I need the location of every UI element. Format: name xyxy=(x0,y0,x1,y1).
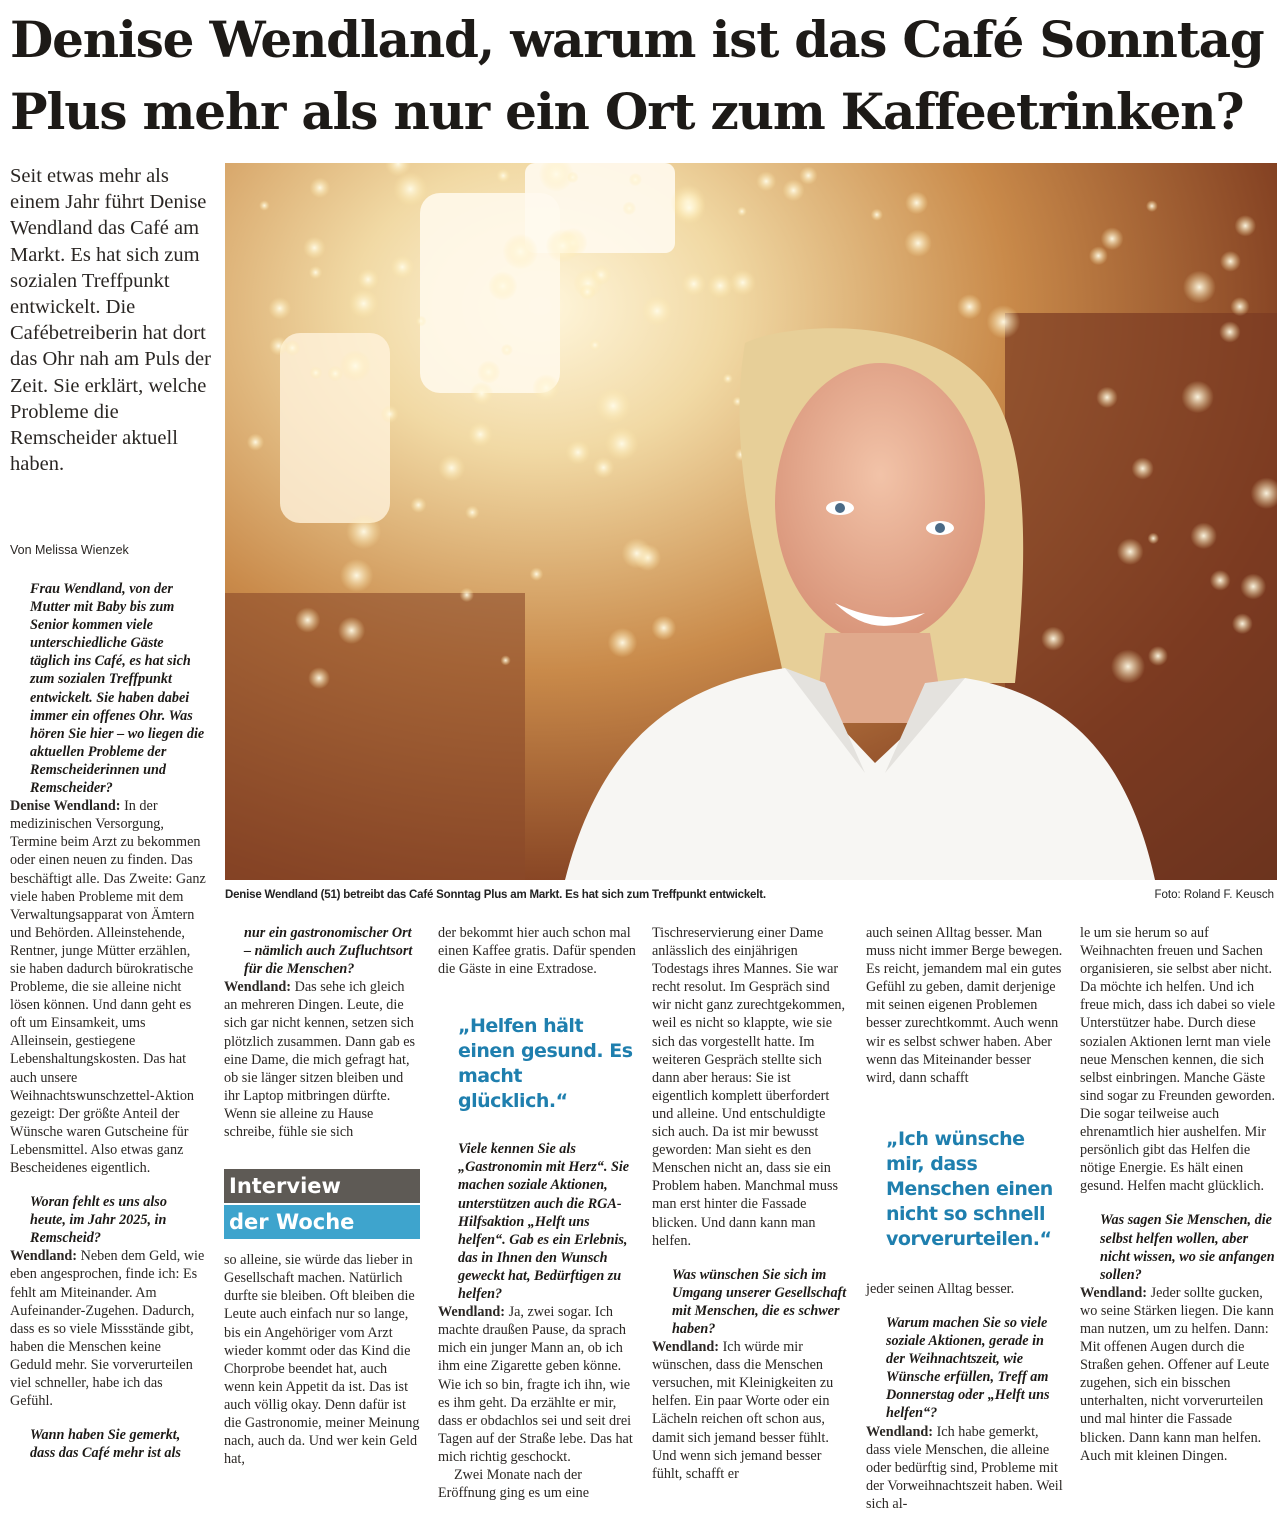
bokeh-light xyxy=(595,388,631,424)
bokeh-light xyxy=(468,422,493,447)
bokeh-light xyxy=(309,366,322,379)
answer-text: Das sehe ich gleich an mehreren Dingen. Leute, die sich gar nicht kennen, setzen sich plötzlich zusammen. Dann gab es eine Dame, die mich gefragt hat, ob sie länger sitzen bleiben und ihr Laptop mitbringen dürfte. Wenn sie alleine zu Hause schreibe, fühle sie sich xyxy=(224,979,416,1141)
pull-quote: „Ich wünsche mir, dass Menschen einen nicht so schnell vorverurteilen.“ xyxy=(886,1127,1053,1250)
answer-text: Neben dem Geld, wie eben angesprochen, finde ich: Es fehlt am Miteinander. Am Aufeinander-Zugehen. Dadurch, dass es so viele Missstände gibt, haben die Menschen keine Geduld mehr. Sie vorverurteilen viel schneller, habe ich das Gefühl. xyxy=(10,1248,205,1410)
bokeh-light xyxy=(465,505,479,519)
interview-answer xyxy=(438,1303,636,1466)
bokeh-light xyxy=(1041,627,1065,651)
bokeh-light xyxy=(1210,570,1231,591)
bokeh-light xyxy=(1089,246,1108,265)
bokeh-light xyxy=(1232,613,1253,634)
bokeh-light xyxy=(295,607,320,632)
speaker-name: Wendland: xyxy=(866,1423,934,1440)
bokeh-light xyxy=(438,454,465,481)
bokeh-light xyxy=(477,360,500,383)
interview-answer xyxy=(866,1423,1063,1513)
bokeh-light xyxy=(1183,271,1216,304)
bokeh-light xyxy=(1111,649,1145,683)
bokeh-light xyxy=(622,538,652,568)
bokeh-light xyxy=(309,266,322,279)
bokeh-light xyxy=(357,269,379,291)
bokeh-light xyxy=(530,567,544,581)
bokeh-light xyxy=(1132,457,1154,479)
bokeh-light xyxy=(501,344,513,356)
bokeh-light xyxy=(1219,321,1240,342)
bokeh-light xyxy=(723,374,733,384)
spacer xyxy=(10,1410,206,1426)
spacer xyxy=(866,1298,1063,1314)
bokeh-light xyxy=(707,273,733,299)
bokeh-light xyxy=(673,191,706,224)
interview-question: Frau Wendland, von der Mutter mit Baby bis zum Senior kommen viele unterschiedliche Gäste täglich ins Café, es hat sich zum sozialen Treffpunkt entwickelt. Sie haben dabei immer ein offenes Ohr. Was hören Sie hier – wo liegen die aktuellen Probleme der Remscheiderinnen und Remscheider? xyxy=(30,581,205,797)
interview-answer xyxy=(652,1338,850,1483)
bokeh-light xyxy=(987,305,1021,339)
intro-teaser: Seit etwas mehr als einem Jahr führt Denise Wendland das Café am Markt. Es hat sich zum sozialen Treffpunkt entwickelt. Die Cafébetreiberin hat dort das Ohr nah am Puls der Zeit. Sie erklärt, welche Probleme die Remscheider aktuell haben. xyxy=(10,165,211,476)
bokeh-light xyxy=(338,617,365,644)
bokeh-light xyxy=(460,588,474,602)
bokeh-light xyxy=(340,350,371,381)
portrait-photo xyxy=(225,163,1277,880)
bokeh-light xyxy=(629,173,642,186)
bokeh-light xyxy=(532,374,559,401)
interview-answer xyxy=(10,1247,206,1410)
bokeh-light xyxy=(593,457,614,478)
interview-question: Viele kennen Sie als „Gastronomin mit Herz“. Sie machen soziale Aktionen, unterstützen auch die RGA-Hilfsaktion „Helft uns helfen“. Gab es ein Erlebnis, das in Ihnen den Wunsch geweckt hat, Bedürftigen zu helfen? xyxy=(458,1141,630,1303)
bokeh-light xyxy=(737,206,747,216)
interview-question: nur ein gastronomischer Ort – nämlich auch Zufluchtsort für die Menschen? xyxy=(244,925,413,978)
bokeh-light xyxy=(340,559,373,592)
bokeh-light xyxy=(503,234,539,270)
interview-answer xyxy=(1080,1284,1276,1465)
bokeh-light xyxy=(390,255,414,279)
bokeh-light xyxy=(416,316,427,327)
interview-question: Woran fehlt es uns also heute, im Jahr 2025, in Remscheid? xyxy=(30,1194,167,1247)
answer-paragraph: der bekommt hier auch schon mal einen Kaffee gratis. Dafür spenden die Gäste in eine Extradose. xyxy=(438,925,636,978)
interview-question: Warum machen Sie so viele soziale Aktionen, gerade in der Weihnachtszeit, wie Wünsche erfüllen, Treff am Donnerstag oder „Helft uns helfen“? xyxy=(886,1314,1050,1422)
answer-paragraph: le um sie herum so auf Weihnachten freuen und Sachen organisieren, sie selbst aber nicht. Da möchte ich helfen. Und ich freue mich, dass ich dabei so viele Unterstützer habe. Durch diese sozialen Aktionen lernt man viele neue Menschen kennen, die sich selbst einbringen. Manche Gäste sind sogar zu Freunden geworden. Die sogar teilweise auch ehrenamtlich hier aushelfen. Mir persönlich gibt das Helfen die nötige Energie. Es hält einen gesund. Helfen macht glücklich. xyxy=(1080,925,1276,1195)
bokeh-light xyxy=(608,628,638,658)
bokeh-light xyxy=(642,296,672,326)
answer-text: In der medizinischen Versorgung, Termine beim Arzt zu bekommen oder einen neuen zu finden. Das beschäftigt alle. Das Zweite: Ganz viele haben Probleme mit dem Verwaltungsapparat von Ämtern und Behörden. Alleinstehende, Rentner, junge Mütter erzählen, sie haben dadurch bürokratische Probleme, die sie alleine nicht lösen können. Und dann geht es oft um Einsamkeit, ums Alleinsein, gestiegene Lebenshaltungskosten. Das hat auch unsere Weihnachtswunschzettel-Aktion gezeigt: Der größte Anteil der Wünsche waren Gutscheine für Lebensmittel. Also etwas ganz Bescheidenes eigentlich. xyxy=(10,798,206,1176)
byline: Von Melissa Wienzek xyxy=(10,543,129,557)
bokeh-light xyxy=(247,434,264,451)
bokeh-light xyxy=(393,172,427,206)
bokeh-light xyxy=(546,229,580,263)
answer-paragraph: Zwei Monate nach der Eröffnung ging es um eine xyxy=(438,1466,590,1502)
speaker-name: Wendland: xyxy=(438,1304,506,1321)
article-column-2 xyxy=(224,924,420,1468)
bokeh-light xyxy=(1240,574,1266,600)
answer-text: Jeder sollte gucken, wo seine Stärken liegen. Die kann man nutzen, um zu helfen. Dann: Mit offenen Augen durch die Straßen gehen. Offener auf Leute zugehen, sich ein bisschen unterhalten, nicht vorverurteilen und mal hinter die Fassade blicken. Dann kann man helfen. Auch mit kleinen Dingen. xyxy=(1080,1284,1274,1464)
speaker-name: Wendland: xyxy=(10,1248,78,1265)
bokeh-light xyxy=(682,272,706,296)
spacer xyxy=(1080,1195,1276,1211)
bokeh-light xyxy=(756,171,776,191)
bokeh-light xyxy=(349,289,379,319)
article-column-4 xyxy=(652,924,850,1483)
bokeh-light xyxy=(303,237,326,260)
spacer xyxy=(10,1177,206,1193)
bokeh-light xyxy=(1096,387,1117,408)
bokeh-light xyxy=(567,172,579,184)
bokeh-light xyxy=(957,294,982,319)
bokeh-light xyxy=(1148,533,1159,544)
answer-paragraph: jeder seinen Alltag besser. xyxy=(866,1280,1015,1297)
bokeh-light xyxy=(310,177,331,198)
bokeh-light xyxy=(782,179,804,201)
label-line-2: der Woche xyxy=(224,1205,420,1239)
bokeh-light xyxy=(730,269,756,295)
bokeh-light xyxy=(799,166,817,184)
bokeh-light xyxy=(566,440,591,465)
answer-text: Ich würde mir wünschen, dass die Menschen versuchen, mit Kleinigkeiten zu helfen. Ein paar Worte oder ein Lächeln reichen oft schon aus, damit sich jemand besser fühlt. Und wenn sich jemand besser fühlt, schafft er xyxy=(652,1339,834,1482)
bokeh-light xyxy=(496,169,510,183)
answer-text: Ja, zwei sogar. Ich machte draußen Pause, da sprach mich ein junger Mann an, ob ich ihm eine Zigarette geben könne. Wie ich so bin, fragte ich ihn, wie es ihm geht. Da erzählte er mir, dass er obdachlos sei und seit drei Tagen auf der Straße lebe. Das hat mich richtig geschockt. xyxy=(438,1304,633,1465)
answer-paragraph: Tischreservierung einer Dame anlässlich des einjährigen Todestags ihres Mannes. Sie war recht resolut. Im Gespräch sind wir nicht ganz zurechtgekommen, weil es nicht so klappte, wie sie sich das vorgestellt hatte. Im weiteren Gespräch stellte sich dann aber heraus: Sie ist eigentlich komplett überfordert und alleine. Und entschuldigte sich auch. Da ist mir bewusst geworden: Man sieht es den Menschen nicht an, dass sie ein Problem haben. Manchmal muss man erst hinter die Fassade blicken. Und dann kann man helfen. xyxy=(652,925,846,1249)
bokeh-light xyxy=(905,191,928,214)
bokeh-light xyxy=(589,339,601,351)
bokeh-light xyxy=(1235,215,1257,237)
answer-text: Ich habe gemerkt, dass viele Menschen, die alleine oder bedürftig sind, Probleme mit der Vorweihnachtszeit haben. Weil sich al- xyxy=(866,1423,1063,1512)
headline-line-1: Denise Wendland, warum ist das Café Sonntag xyxy=(10,10,1264,69)
photo-caption: Denise Wendland (51) betreibt das Café Sonntag Plus am Markt. Es hat sich zum Treffpunkt entwickelt. xyxy=(225,889,766,901)
bokeh-light xyxy=(381,405,399,423)
spacer xyxy=(652,1250,850,1266)
bokeh-light xyxy=(1117,538,1144,565)
bokeh-light xyxy=(470,382,493,405)
bokeh-light xyxy=(269,336,288,355)
label-line-1: Interview xyxy=(224,1169,420,1203)
article-column-1 xyxy=(10,580,206,1462)
bokeh-light xyxy=(1101,227,1124,250)
article-column-6 xyxy=(1080,924,1276,1465)
photo-credit: Foto: Roland F. Keusch xyxy=(1154,889,1274,901)
answer-paragraph: so alleine, sie würde das lieber in Gesellschaft machen. Natürlich durfte sie bleiben. Oft bleiben die Leute auch einfach nur so lange, bis ein Angehöriger vom Arzt wieder kommt oder das Kind die Chorprobe beendet hat, auch wenn kein Appetit da ist. Das ist auch völlig okay. Denn dafür ist die Gastronomie, meiner Meinung nach, auch da. Und wer kein Geld hat, xyxy=(224,1252,420,1468)
bokeh-light xyxy=(622,201,636,215)
bokeh-light xyxy=(605,427,639,461)
bokeh-light xyxy=(1190,523,1217,550)
article-column-3 xyxy=(438,924,636,1502)
bokeh-light xyxy=(268,297,291,320)
bokeh-light xyxy=(1181,381,1213,413)
interview-answer xyxy=(224,978,420,1141)
bokeh-light xyxy=(1230,297,1249,316)
bokeh-light xyxy=(1148,646,1168,666)
bokeh-light xyxy=(651,616,676,641)
bokeh-light xyxy=(871,209,883,221)
speaker-name: Wendland: xyxy=(1080,1284,1148,1301)
interview-der-woche-label xyxy=(224,1169,420,1239)
interview-question: Was wünschen Sie sich im Umgang unserer Gesellschaft mit Menschen, die es schwer haben? xyxy=(672,1266,847,1337)
article-column-5 xyxy=(866,924,1063,1513)
bokeh-light xyxy=(904,229,932,257)
bokeh-light xyxy=(259,200,270,211)
speaker-name: Wendland: xyxy=(652,1339,720,1356)
photo-illustration xyxy=(225,163,1277,880)
bokeh-light xyxy=(579,284,595,300)
bokeh-light xyxy=(488,271,517,300)
speaker-name: Wendland: xyxy=(224,979,292,996)
speaker-name: Denise Wendland: xyxy=(10,798,121,815)
bokeh-light xyxy=(410,497,426,513)
pull-quote: „Helfen hält einen gesund. Es macht glücklich.“ xyxy=(458,1015,633,1113)
interview-answer xyxy=(10,797,206,1177)
headline xyxy=(10,4,1280,148)
bokeh-light xyxy=(308,667,330,689)
bokeh-light xyxy=(1220,251,1241,272)
bokeh-light xyxy=(1146,200,1158,212)
interview-question: Was sagen Sie Menschen, die selbst helfen wollen, aber nicht wissen, wo sie anfangen sollen? xyxy=(1100,1212,1275,1283)
answer-paragraph: auch seinen Alltag besser. Man muss nicht immer Berge bewegen. Es reicht, jemandem mal ein gutes Gefühl zu geben, damit derjenige mit seinen eigenen Problemen besser zurechtkommt. Auch wenn wir es selbst schwer haben. Aber wenn das Miteinander besser wird, dann schafft xyxy=(866,925,1063,1086)
bokeh-light xyxy=(500,655,510,665)
interview-question: Wann haben Sie gemerkt, dass das Café mehr ist als xyxy=(30,1427,181,1462)
bokeh-light xyxy=(346,514,381,549)
headline-line-2: Plus mehr als nur ein Ort zum Kaffeetrinken? xyxy=(10,82,1244,141)
